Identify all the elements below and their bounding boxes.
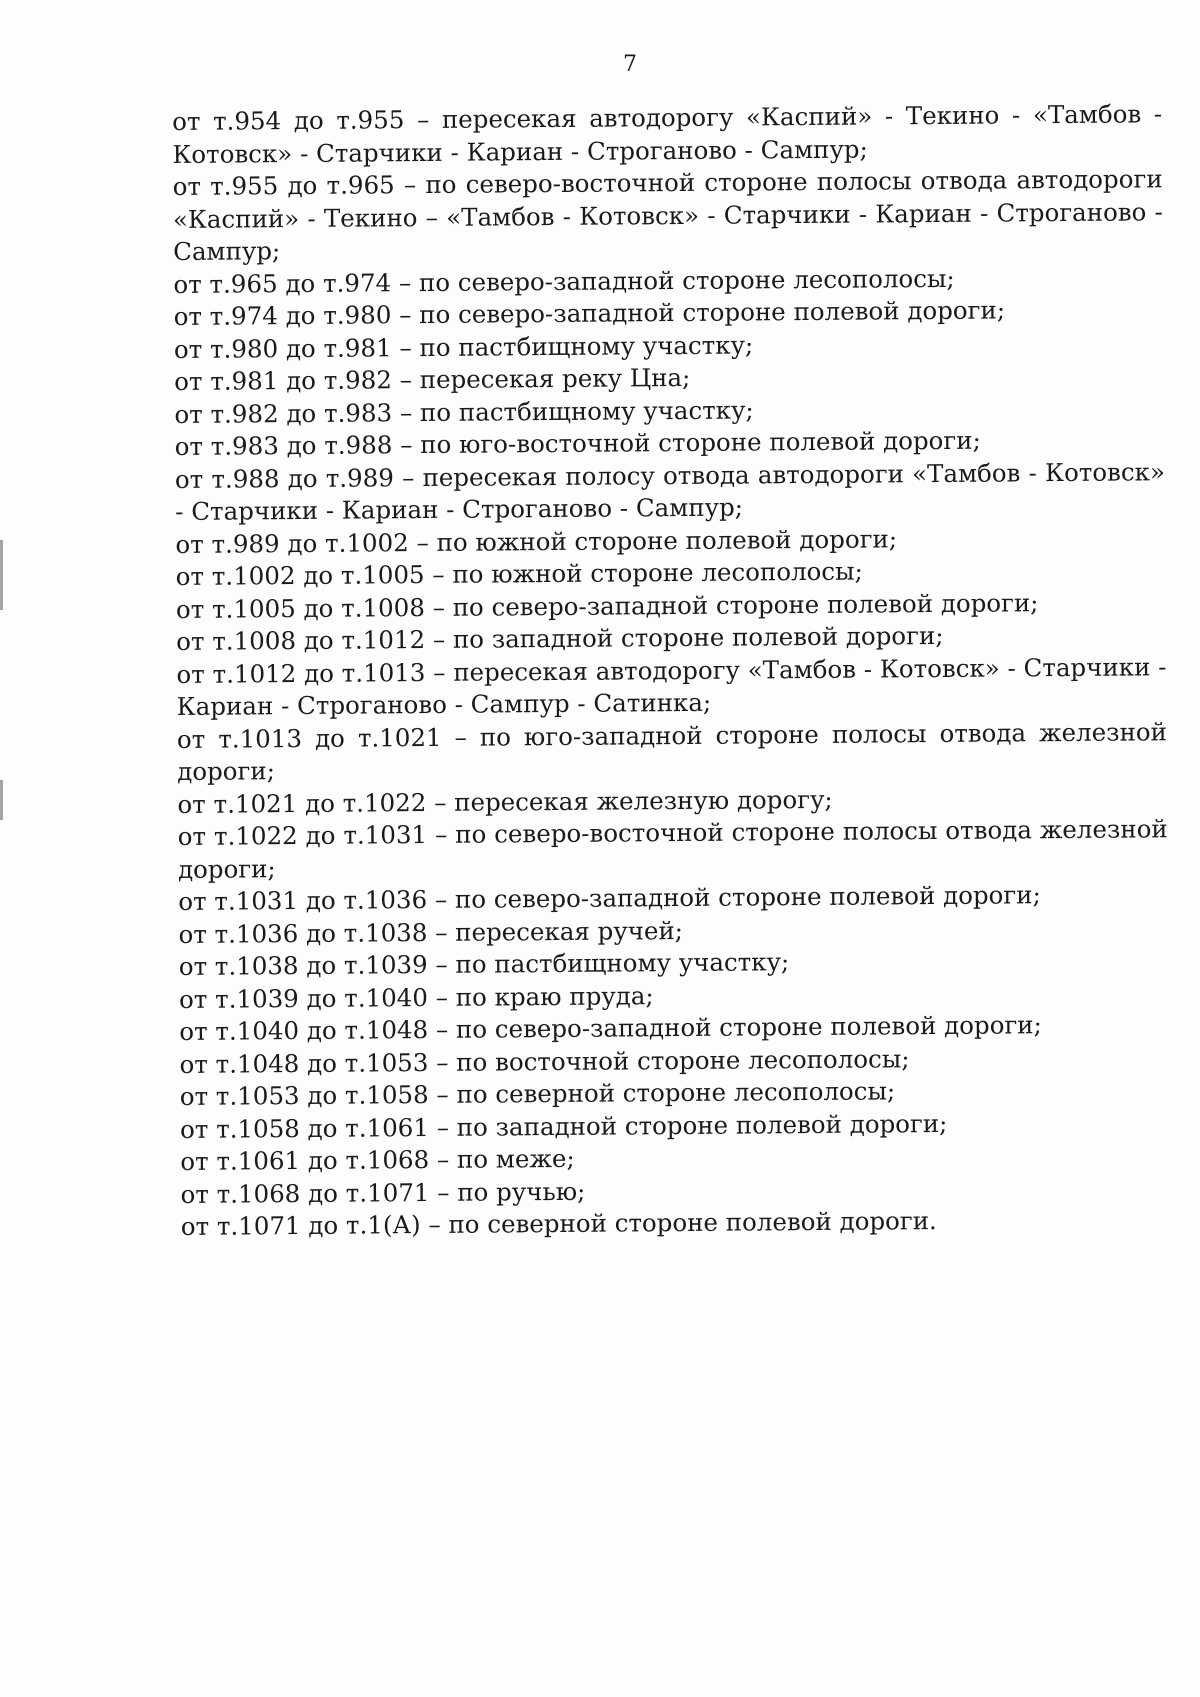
boundary-segment: от т.1008 до т.1012 – по западной стороне полевой дороги; — [176, 620, 944, 656]
boundary-segment: от т.1071 до т.1(А) – по северной стороне полевой дороги. — [180, 1206, 937, 1241]
scan-margin-mark — [0, 780, 3, 820]
boundary-segment: от т.1036 до т.1038 – пересекая ручей; — [178, 915, 684, 949]
boundary-segment: от т.988 до т.989 – пересекая полосу отвода автодороги «Тамбов - Котовск» - Старчики - Кариан - Строганово - Сампур; — [174, 456, 1166, 526]
boundary-segment: от т.1022 до т.1031 – по северо-восточной стороне полосы отвода железной дороги; — [177, 814, 1168, 884]
scan-margin-mark — [0, 540, 3, 610]
page-number: 7 — [623, 52, 637, 77]
boundary-segment: от т.1048 до т.1053 – по восточной стороне лесополосы; — [179, 1043, 910, 1079]
boundary-segment: от т.955 до т.965 – по северо-восточной стороне полосы отвода автодороги «Каспий» - Текино – «Тамбов - Котовск» - Старчики - Кариан - Строганово - Сампур; — [172, 164, 1163, 266]
boundary-segment: от т.1061 до т.1068 – по меже; — [180, 1143, 575, 1176]
boundary-segment: от т.982 до т.983 – по пастбищному участку; — [174, 394, 754, 429]
boundary-segment: от т.1031 до т.1036 – по северо-западной стороне полевой дороги; — [178, 880, 1041, 916]
boundary-segment: от т.980 до т.981 – по пастбищному участку; — [173, 329, 754, 364]
boundary-segment: от т.989 до т.1002 – по южной стороне полевой дороги; — [175, 523, 898, 559]
boundary-segment: от т.983 до т.988 – по юго-восточной стороне полевой дороги; — [174, 425, 981, 461]
boundary-segment: от т.1013 до т.1021 – по юго-западной стороне полосы отвода железной дороги; — [176, 716, 1168, 786]
boundary-segment: от т.974 до т.980 – по северо-западной стороне полевой дороги; — [173, 295, 1006, 331]
boundary-segment: от т.1038 до т.1039 – по пастбищному участку; — [178, 947, 790, 981]
boundary-segment: от т.1005 до т.1008 – по северо-западной стороне полевой дороги; — [175, 587, 1039, 624]
boundary-segment: от т.1040 до т.1048 – по северо-западной стороне полевой дороги; — [179, 1010, 1042, 1046]
boundary-segment: от т.981 до т.982 – пересекая реку Цна; — [174, 362, 691, 396]
boundary-segment: от т.1012 до т.1013 – пересекая автодорогу «Тамбов - Котовск» - Старчики - Кариан - Строганово - Сампур - Сатинка; — [176, 651, 1167, 721]
boundary-segment: от т.1039 до т.1040 – по краю пруда; — [178, 980, 654, 1014]
boundary-segment: от т.954 до т.955 – пересекая автодорогу «Каспий» - Текино - «Тамбов - Котовск» - Старчики - Кариан - Строганово - Сампур; — [172, 99, 1163, 169]
boundary-segment: от т.1002 до т.1005 – по южной стороне лесополосы; — [175, 556, 863, 591]
boundary-description — [172, 98, 1171, 1243]
boundary-segment: от т.1058 до т.1061 – по западной стороне полевой дороги; — [179, 1108, 948, 1144]
boundary-segment: от т.1053 до т.1058 – по северной стороне лесополосы; — [179, 1076, 896, 1111]
boundary-segment: от т.1068 до т.1071 – по ручью; — [180, 1176, 586, 1209]
boundary-segment: от т.965 до т.974 – по северо-западной стороне лесополосы; — [173, 263, 955, 299]
boundary-segment: от т.1021 до т.1022 – пересекая железную дорогу; — [177, 784, 833, 819]
